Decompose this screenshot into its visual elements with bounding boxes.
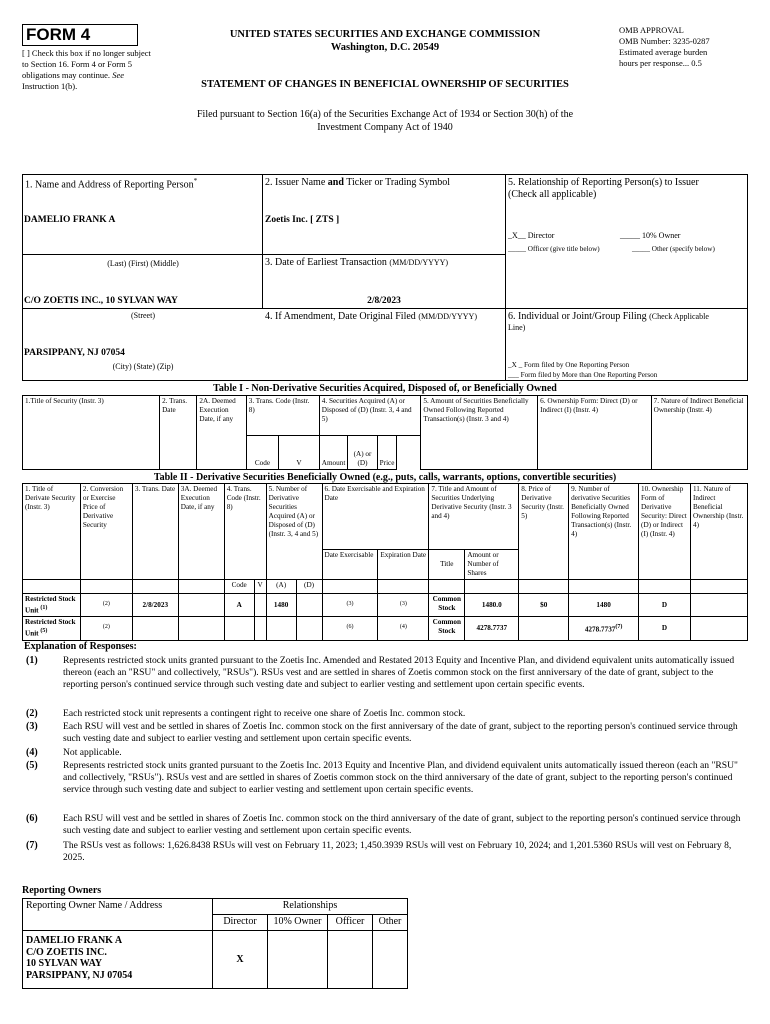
t1-sub-price: Price xyxy=(377,436,397,470)
t2-sub-expiration: Expiration Date xyxy=(378,550,429,580)
t1-h-date: 2. Trans. Date xyxy=(160,396,197,470)
city-value: PARSIPPANY, NJ 07054 xyxy=(24,348,125,358)
box5-label: 5. Relationship of Reporting Person(s) to Issuer (Check all applicable) xyxy=(508,177,699,200)
ro-h-other: Other xyxy=(373,915,408,931)
t2-h-underlying: 7. Title and Amount of Securities Underlying Derivative Security (Instr. 3 and 4) xyxy=(429,484,519,550)
footnote-number: (6) xyxy=(26,813,38,824)
t2-sub-code: Code xyxy=(224,580,254,594)
t1-h-ownership-form: 6. Ownership Form: Direct (D) or Indirect (I) (Instr. 4) xyxy=(538,396,652,470)
check-note: [ ] Check this box if no longer subject to Section 16. Form 4 or Form 5 obligations may continue. See Instruction 1(b). xyxy=(22,48,151,91)
t2-sub-exercisable: Date Exercisable xyxy=(322,550,378,580)
row1-underlying-amount: 1480.0 xyxy=(465,594,519,617)
t2-h-dates: 6. Date Exercisable and Expiration Date xyxy=(322,484,429,550)
footnote-number: (7) xyxy=(26,840,38,851)
t2-h-deemed: 3A. Deemed Execution Date, if any xyxy=(178,484,224,580)
grid-line xyxy=(262,174,263,308)
footnote-text: Represents restricted stock units granted pursuant to the Zoetis Inc. 2013 Equity and Incentive Plan, and dividend equivalent units automatically issued thereon (each an "RSU" and collectively, "RSUs"). RSUs vest and are settled in shares of Zoetis common stock on the third anniversary of the date of grant, subject to the reporting person's continued service through such vesting date and subject to earlier vesting and settlement upon certain specific events. xyxy=(63,760,738,795)
grid-line xyxy=(22,308,748,309)
t1-h-acquired: 4. Securities Acquired (A) or Disposed of (D) (Instr. 3, 4 and 5) xyxy=(319,396,421,436)
ro-h-relationships: Relationships xyxy=(213,899,408,915)
footnote-text: Each RSU will vest and be settled in shares of Zoetis Inc. common stock on the first anniversary of the date of grant, subject to the reporting person's continued service through such vesting date and subject to earlier vesting and settlement upon certain specific events. xyxy=(63,721,738,744)
row2-conversion: (2) xyxy=(80,617,132,640)
explanations-title: Explanation of Responses: xyxy=(24,641,137,652)
t2-h-owned: 9. Number of derivative Securities Beneficially Owned Following Reported Transaction(s) (Instr. 4) xyxy=(569,484,639,580)
row2-expiration: (4) xyxy=(378,617,429,640)
reporting-owners-table xyxy=(22,898,408,989)
issuer-name: Zoetis Inc. [ ZTS ] xyxy=(265,215,340,225)
t1-h-title: 1.Title of Security (Instr. 3) xyxy=(23,396,160,470)
t1-sub-aord: (A) or (D) xyxy=(348,436,377,470)
ro-h-10pct: 10% Owner xyxy=(268,915,328,931)
footnote-text: Each RSU will vest and be settled in shares of Zoetis Inc. common stock on the third anniversary of the date of grant, subject to the reporting person's continued service through such vesting date and subject to earlier vesting and settlement upon certain specific events. xyxy=(63,813,741,836)
ro-h-name: Reporting Owner Name / Address xyxy=(23,899,213,931)
box1-label: 1. Name and Address of Reporting Person* xyxy=(25,177,198,191)
footnote-number: (5) xyxy=(26,760,38,771)
agency-block xyxy=(180,28,590,54)
grid-line xyxy=(747,174,748,380)
table2-caption: Table II - Derivative Securities Beneficially Owned (e.g., puts, calls, warrants, options, convertible securities) xyxy=(153,472,617,483)
t2-h-code: 4. Trans. Code (Instr. 8) xyxy=(224,484,266,580)
t2-h-date: 3. Trans. Date xyxy=(132,484,178,580)
earliest-transaction-date: 2/8/2023 xyxy=(367,296,401,306)
footnote-number: (4) xyxy=(26,747,38,758)
box3-label: 3. Date of Earliest Transaction (MM/DD/YYYY) xyxy=(265,257,449,268)
reporting-owners-title: Reporting Owners xyxy=(22,885,102,896)
t2-h-form: 10. Ownership Form of Derivative Security: Direct (D) or Indirect (I) (Instr. 4) xyxy=(639,484,691,580)
row1-date: 2/8/2023 xyxy=(132,594,178,617)
form-title: FORM 4 xyxy=(22,24,138,46)
row2-title: Restricted Stock Unit $^{(5)}$ xyxy=(23,617,81,640)
t2-h-number: 5. Number of Derivative Securities Acquired (A) or Disposed of (D) (Instr. 3, 4 and 5) xyxy=(266,484,322,580)
omb-approval: OMB APPROVAL OMB Number: 3235-0287 Estimated average burden hours per response... 0.5 xyxy=(619,25,710,68)
t1-sub-v: V xyxy=(279,436,320,470)
box2-label: 2. Issuer Name and Ticker or Trading Symbol xyxy=(265,177,451,188)
t2-h-nature: 11. Nature of Indirect Beneficial Ownership (Instr. 4) xyxy=(690,484,747,580)
agency-city: Washington, D.C. 20549 xyxy=(330,42,440,53)
table2 xyxy=(22,483,748,641)
footnote-text: Each restricted stock unit represents a contingent right to receive one share of Zoetis Inc. common stock. xyxy=(63,708,466,719)
grid-line xyxy=(22,174,748,175)
rel-officer: _____ Officer (give title below) xyxy=(508,245,600,253)
street-value: C/O ZOETIS INC., 10 SYLVAN WAY xyxy=(24,296,178,306)
row1-code: A xyxy=(224,594,254,617)
ro-h-director: Director xyxy=(213,915,268,931)
footnote-number: (1) xyxy=(26,655,38,666)
row1-exercisable: (3) xyxy=(322,594,378,617)
filed-pursuant: Filed pursuant to Section 16(a) of the Securities Exchange Act of 1934 or Section 30(h) of the Investment Company Act of 1940 xyxy=(196,109,574,133)
row1-expiration: (3) xyxy=(378,594,429,617)
t1-h-nature: 7. Nature of Indirect Beneficial Ownership (Instr. 4) xyxy=(651,396,747,470)
filing-one-person: _X _ Form filed by One Reporting Person xyxy=(508,361,630,369)
row2-underlying-title: Common Stock xyxy=(429,617,465,640)
row1-price: $0 xyxy=(519,594,569,617)
t1-h-deemed: 2A. Deemed Execution Date, if any xyxy=(197,396,246,470)
footnote-text: Represents restricted stock units granted pursuant to the Zoetis Inc. Amended and Restated 2013 Equity and Incentive Plan, and dividend equivalent units automatically issued thereon (each an "RSU" and collectively, "RSUs"). RSUs vest and are settled in shares of Zoetis common stock on the first anniversary of the date of grant, subject to the reporting person's continued service through such vesting date and subject to earlier vesting and settlement upon certain specific events. xyxy=(63,655,735,690)
ro-director-mark: X xyxy=(213,931,268,989)
box4-label: 4. If Amendment, Date Original Filed (MM/DD/YYYY) xyxy=(265,311,477,322)
grid-line xyxy=(22,380,748,381)
table1 xyxy=(22,395,748,470)
name-parts-label: (Last) (First) (Middle) xyxy=(107,259,179,268)
footnote-text: The RSUs vest as follows: 1,626.8438 RSUs will vest on February 11, 2023; 1,450.3939 RSUs will vest on February 10, 2024; and 1,201.5360 RSUs will vest on February 8, 2025. xyxy=(63,840,732,863)
filing-more-persons: ___ Form filed by More than One Reporting Person xyxy=(508,371,658,379)
footnote-number: (2) xyxy=(26,708,38,719)
row2-owned: 4278.7737$^{(7)}$ xyxy=(569,617,639,640)
statement-title: STATEMENT OF CHANGES IN BENEFICIAL OWNERSHIP OF SECURITIES xyxy=(201,79,569,90)
ro-owner-address: DAMELIO FRANK A C/O ZOETIS INC. 10 SYLVAN WAY PARSIPPANY, NJ 07054 xyxy=(23,931,213,989)
t2-sub-title: Title xyxy=(429,550,465,580)
t2-h-price: 8. Price of Derivative Security (Instr. 5) xyxy=(519,484,569,580)
rel-director: _X__ Director xyxy=(508,231,555,240)
grid-line xyxy=(505,174,506,380)
row1-form: D xyxy=(639,594,691,617)
footnote-number: (3) xyxy=(26,721,38,732)
table-row xyxy=(23,594,748,617)
t1-h-code: 3. Trans. Code (Instr. 8) xyxy=(246,396,319,436)
agency-name: UNITED STATES SECURITIES AND EXCHANGE COMMISSION xyxy=(229,29,541,40)
row1-conversion: (2) xyxy=(80,594,132,617)
rel-10pct-owner: _____ 10% Owner xyxy=(620,231,681,240)
t1-sub-amount: Amount xyxy=(319,436,348,470)
rel-other: _____ Other (specify below) xyxy=(632,245,715,253)
table-row xyxy=(23,931,408,989)
row1-underlying-title: Common Stock xyxy=(429,594,465,617)
t1-sub-code: Code xyxy=(246,436,278,470)
table-row xyxy=(23,617,748,640)
grid-line xyxy=(22,254,506,255)
grid-line xyxy=(22,174,23,380)
t2-sub-v: V xyxy=(254,580,266,594)
row2-exercisable: (6) xyxy=(322,617,378,640)
row2-form: D xyxy=(639,617,691,640)
t2-h-conversion: 2. Conversion or Exercise Price of Derivative Security xyxy=(80,484,132,580)
box6-label: 6. Individual or Joint/Group Filing (Check Applicable Line) xyxy=(508,311,709,332)
t2-sub-d: (D) xyxy=(296,580,322,594)
t2-sub-amount: Amount or Number of Shares xyxy=(465,550,519,580)
street-label: (Street) xyxy=(131,311,155,320)
footnote-text: Not applicable. xyxy=(63,747,122,758)
row1-title: Restricted Stock Unit $^{(1)}$ xyxy=(23,594,81,617)
t2-h-title: 1. Title of Derivate Security (Instr. 3) xyxy=(23,484,81,580)
row1-owned: 1480 xyxy=(569,594,639,617)
t2-sub-a: (A) xyxy=(266,580,296,594)
reporting-person-name: DAMELIO FRANK A xyxy=(24,215,116,225)
table1-caption: Table I - Non-Derivative Securities Acquired, Disposed of, or Beneficially Owned xyxy=(213,383,557,394)
row1-acquired: 1480 xyxy=(266,594,296,617)
t1-h-amount-owned: 5. Amount of Securities Beneficially Owned Following Reported Transaction(s) (Instr. 3 and 4) xyxy=(421,396,538,470)
ro-h-officer: Officer xyxy=(328,915,373,931)
city-label: (City) (State) (Zip) xyxy=(112,362,174,371)
row2-underlying-amount: 4278.7737 xyxy=(465,617,519,640)
